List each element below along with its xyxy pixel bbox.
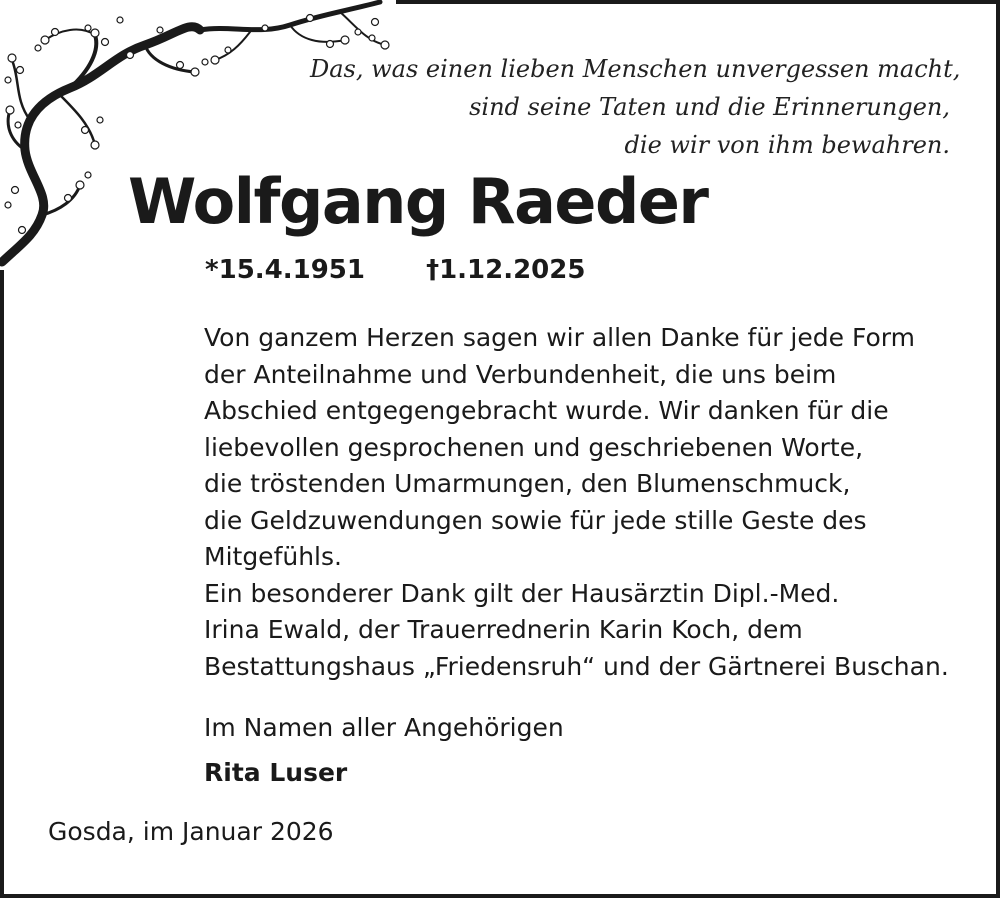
life-dates — [205, 255, 585, 285]
message-line: die tröstenden Umarmungen, den Blumenschmuck, — [204, 469, 851, 498]
quote-line: die wir von ihm bewahren. — [624, 131, 950, 159]
frame-border-bottom — [0, 894, 1000, 898]
message-line: Irina Ewald, der Trauerrednerin Karin Koch, dem — [204, 615, 803, 644]
memorial-quote — [310, 50, 961, 164]
deceased-name: Wolfgang Raeder — [128, 165, 708, 238]
quote-line: sind seine Taten und die Erinnerungen, — [469, 93, 950, 121]
message-line: Bestattungshaus „Friedensruh“ und der Gärtnerei Buschan. — [204, 651, 949, 681]
message-line: die Geldzuwendungen sowie für jede stille Geste des — [204, 505, 867, 535]
signoff-text: Im Namen aller Angehörigen — [204, 713, 564, 742]
message-line: Mitgefühls. — [204, 542, 342, 571]
message-line: der Anteilnahme und Verbundenheit, die uns beim — [204, 359, 837, 389]
message-line: liebevollen gesprochenen und geschriebenen Worte, — [204, 432, 864, 462]
frame-border-left — [0, 270, 4, 898]
birth-date: *15.4.1951 — [205, 255, 365, 285]
message-line: Abschied entgegengebracht wurde. Wir danken für die — [204, 396, 889, 425]
frame-border-right — [996, 0, 1000, 898]
death-date: †1.12.2025 — [426, 255, 586, 285]
message-line: Von ganzem Herzen sagen wir allen Danke für jede Form — [204, 323, 915, 352]
place-and-date: Gosda, im Januar 2026 — [48, 817, 334, 846]
thank-you-message — [204, 320, 949, 685]
quote-line: Das, was einen lieben Menschen unvergessen macht, — [310, 55, 961, 83]
message-line: Ein besonderer Dank gilt der Hausärztin Dipl.-Med. — [204, 578, 840, 608]
frame-border-top — [396, 0, 1000, 4]
signer-name: Rita Luser — [204, 758, 348, 787]
